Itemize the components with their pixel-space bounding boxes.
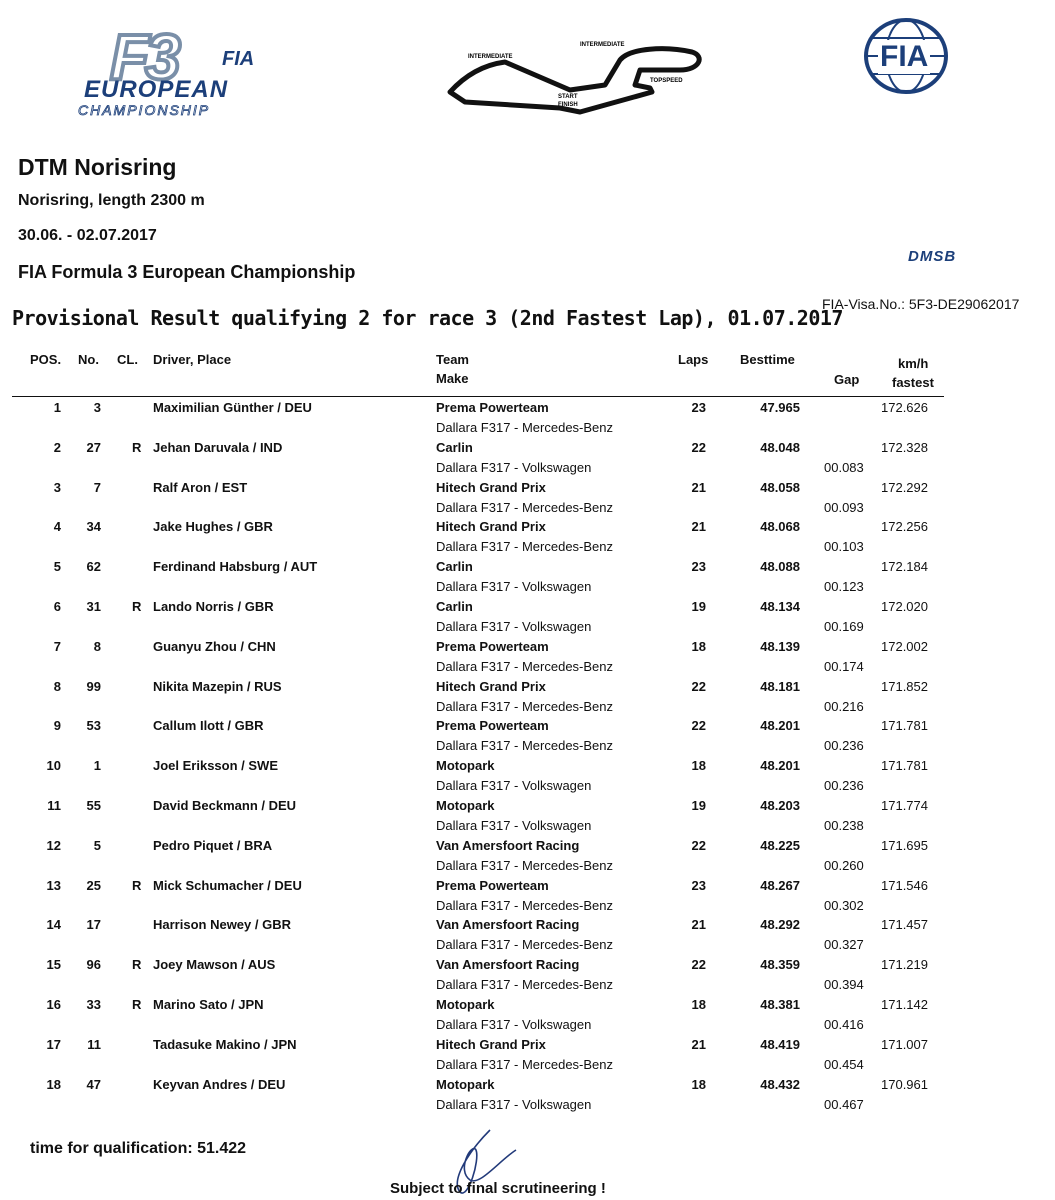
cell-driver-name: Jake Hughes / GBR [153,519,273,535]
cell-car-make: Dallara F317 - Mercedes-Benz [436,738,614,754]
cell-position: 8 [53,678,61,694]
cell-car-make: Dallara F317 - Mercedes-Benz [436,499,614,515]
cell-car-make: Dallara F317 - Volkswagen [436,778,592,794]
cell-position: 3 [53,479,61,495]
f3-european-championship-logo [72,20,272,118]
cell-laps: 18 [691,758,706,774]
cell-car-number: 11 [87,1036,101,1052]
cell-best-time: 47.965 [760,400,800,415]
cell-best-time: 48.201 [760,718,800,734]
cell-best-time: 48.292 [760,917,800,933]
cell-speed-kmh: 171.219 [881,957,928,973]
table-row [0,519,1055,559]
cell-car-number: 31 [86,599,101,614]
cell-car-number: 17 [86,917,101,933]
cell-position: 11 [47,798,61,813]
cell-gap: 00.394 [824,977,864,993]
cell-car-number: 5 [93,837,101,853]
cell-best-time: 48.203 [760,798,800,813]
cell-laps: 18 [691,638,706,654]
track-label-start: START [558,94,578,100]
cell-best-time: 48.201 [760,758,800,774]
cell-driver-name: Jehan Daruvala / IND [153,439,283,455]
header-make: Make [436,371,469,386]
cell-car-make: Dallara F317 - Volkswagen [436,619,592,634]
cell-car-number: 62 [86,559,101,575]
cell-speed-kmh: 171.695 [881,837,928,853]
cell-speed-kmh: 172.020 [881,599,928,614]
cell-gap: 00.302 [824,897,864,913]
cell-car-number: 53 [86,718,101,734]
cell-gap: 00.216 [824,698,864,714]
cell-position: 10 [46,758,61,774]
event-title: DTM Norisring [18,154,177,180]
cell-speed-kmh: 172.002 [881,638,928,654]
table-row [0,1077,1055,1117]
cell-best-time: 48.068 [760,519,800,535]
cell-car-make: Dallara F317 - Mercedes-Benz [436,937,614,953]
table-row [0,758,1055,798]
cell-gap: 00.416 [824,1017,864,1032]
track-label-topspeed: TOPSPEED [650,78,683,84]
cell-gap: 00.123 [824,579,864,595]
cell-laps: 22 [691,718,706,734]
header-besttime: Besttime [740,352,795,367]
cell-car-make: Dallara F317 - Volkswagen [436,459,592,475]
cell-speed-kmh: 171.007 [881,1036,928,1052]
cell-speed-kmh: 171.457 [881,917,928,933]
cell-team-name: Van Amersfoort Racing [436,957,580,973]
cell-speed-kmh: 172.328 [881,439,928,455]
cell-car-number: 47 [86,1076,101,1092]
cell-car-number: 27 [86,439,101,455]
cell-laps: 19 [691,599,706,614]
cell-car-make: Dallara F317 - Mercedes-Benz [436,897,614,913]
session-title: Provisional Result qualifying 2 for race 3 (2nd Fastest Lap), 01.07.2017 [12,306,843,330]
cell-gap: 00.093 [824,499,864,515]
cell-car-number: 33 [86,997,101,1012]
cell-car-number: 7 [93,479,101,495]
header-team: Team [436,352,469,367]
table-row [0,639,1055,679]
table-row [0,440,1055,480]
cell-car-number: 55 [86,798,101,813]
cell-position: 4 [53,519,61,535]
cell-gap: 00.169 [824,619,864,634]
cell-team-name: Carlin [436,599,473,614]
track-label-finish: FINISH [558,102,578,108]
f3-logo-fia: FIA [222,48,255,70]
cell-gap: 00.260 [824,857,864,873]
cell-car-number: 99 [86,678,101,694]
cell-position: 6 [53,599,61,614]
cell-position: 17 [46,1036,61,1052]
cell-best-time: 48.181 [760,678,800,694]
cell-gap: 00.327 [824,937,864,953]
table-row [0,838,1055,878]
cell-laps: 22 [691,957,706,973]
cell-laps: 22 [691,678,706,694]
fia-visa-number: FIA-Visa.No.: 5F3-DE29062017 [822,296,1020,312]
cell-driver-name: Callum Ilott / GBR [153,718,264,734]
header-divider [12,396,944,397]
cell-team-name: Motopark [436,1076,495,1092]
cell-team-name: Hitech Grand Prix [436,678,546,694]
track-label-intermediate-2: INTERMEDIATE [580,42,625,48]
cell-team-name: Prema Powerteam [436,638,549,654]
cell-car-number: 34 [86,519,101,535]
table-row [0,997,1055,1037]
table-row [0,917,1055,957]
cell-best-time: 48.267 [760,877,800,893]
cell-speed-kmh: 172.184 [881,559,928,575]
cell-best-time: 48.058 [760,479,800,495]
cell-position: 15 [46,957,61,973]
cell-speed-kmh: 171.774 [881,798,928,813]
cell-team-name: Van Amersfoort Racing [436,917,580,933]
table-row [0,400,1055,440]
cell-gap: 00.236 [824,738,864,754]
cell-car-make: Dallara F317 - Volkswagen [436,818,592,833]
cell-laps: 18 [691,1076,706,1092]
cell-team-name: Prema Powerteam [436,718,549,734]
header-fastest: fastest [892,375,934,390]
cell-driver-name: Mick Schumacher / DEU [153,877,302,893]
cell-team-name: Prema Powerteam [436,400,549,415]
cell-team-name: Motopark [436,997,495,1012]
cell-best-time: 48.139 [760,638,800,654]
cell-car-number: 1 [93,758,101,774]
cell-speed-kmh: 171.781 [881,718,928,734]
cell-driver-name: David Beckmann / DEU [153,798,297,813]
cell-class: R [132,877,142,893]
cell-speed-kmh: 172.626 [881,400,928,415]
cell-laps: 19 [691,798,706,813]
cell-car-make: Dallara F317 - Mercedes-Benz [436,420,614,435]
table-row [0,798,1055,838]
cell-speed-kmh: 172.292 [881,479,928,495]
cell-laps: 23 [691,559,706,575]
time-for-qualification: time for qualification: 51.422 [30,1140,247,1157]
f3-logo-mark: F3 [110,21,177,93]
cell-laps: 21 [691,917,706,933]
cell-driver-name: Ferdinand Habsburg / AUT [153,559,318,575]
scrutineering-note: Subject to final scrutineering ! [390,1180,606,1197]
cell-driver-name: Joey Mawson / AUS [153,957,276,973]
cell-speed-kmh: 171.546 [881,877,928,893]
header-driver: Driver, Place [153,352,232,367]
header-laps: Laps [678,352,709,367]
cell-laps: 21 [691,1036,706,1052]
cell-driver-name: Tadasuke Makino / JPN [153,1036,297,1052]
cell-best-time: 48.088 [760,559,800,575]
cell-position: 9 [53,718,61,734]
fia-logo [862,16,950,96]
cell-car-make: Dallara F317 - Mercedes-Benz [436,658,614,674]
cell-car-make: Dallara F317 - Mercedes-Benz [436,977,614,993]
cell-speed-kmh: 171.852 [881,678,928,694]
championship-name: FIA Formula 3 European Championship [18,262,356,282]
table-row [0,878,1055,918]
cell-speed-kmh: 171.142 [881,997,928,1012]
cell-position: 12 [46,837,61,853]
cell-best-time: 48.359 [760,957,800,973]
dmsb-logo: DMSB [908,248,957,265]
cell-class: R [132,599,142,614]
cell-car-make: Dallara F317 - Volkswagen [436,1017,592,1032]
cell-laps: 18 [691,997,706,1012]
cell-laps: 22 [691,439,706,455]
fia-logo-text: FIA [880,40,929,73]
header-cl: CL. [117,352,138,367]
cell-laps: 23 [691,877,706,893]
cell-car-make: Dallara F317 - Volkswagen [436,579,592,595]
cell-driver-name: Maximilian Günther / DEU [153,400,312,415]
f3-logo-championship: CHAMPIONSHIP [78,102,211,118]
header-pos: POS. [30,352,62,367]
cell-car-make: Dallara F317 - Mercedes-Benz [436,539,614,555]
cell-class: R [132,957,142,973]
cell-best-time: 48.134 [760,599,800,614]
cell-gap: 00.238 [824,818,864,833]
cell-car-make: Dallara F317 - Mercedes-Benz [436,1056,614,1072]
table-row [0,1037,1055,1077]
cell-position: 18 [46,1076,61,1092]
header-kmh: km/h [898,356,929,371]
cell-team-name: Motopark [436,758,495,774]
track-label-intermediate-1: INTERMEDIATE [468,54,513,60]
cell-driver-name: Marino Sato / JPN [153,997,264,1012]
cell-team-name: Hitech Grand Prix [436,519,546,535]
cell-driver-name: Keyvan Andres / DEU [153,1076,286,1092]
f3-logo-european: EUROPEAN [84,76,229,103]
circuit-info: Norisring, length 2300 m [18,192,205,209]
table-row [0,599,1055,639]
cell-position: 13 [46,877,61,893]
cell-best-time: 48.225 [760,837,800,853]
cell-driver-name: Joel Eriksson / SWE [153,758,278,774]
header-no: No. [78,352,99,367]
cell-team-name: Van Amersfoort Racing [436,837,580,853]
cell-driver-name: Nikita Mazepin / RUS [153,678,282,694]
cell-gap: 00.454 [824,1056,864,1072]
cell-driver-name: Harrison Newey / GBR [153,917,291,933]
cell-speed-kmh: 170.961 [881,1076,928,1092]
cell-position: 14 [46,917,61,933]
table-row [0,679,1055,719]
cell-gap: 00.103 [824,539,864,555]
cell-gap: 00.236 [824,778,864,794]
cell-driver-name: Pedro Piquet / BRA [153,837,273,853]
header-gap: Gap [834,372,860,387]
cell-position: 7 [53,638,61,654]
cell-car-make: Dallara F317 - Mercedes-Benz [436,857,614,873]
cell-car-number: 3 [93,400,101,415]
cell-speed-kmh: 172.256 [881,519,928,535]
cell-gap: 00.083 [824,459,864,475]
cell-laps: 23 [691,400,706,415]
table-row [0,957,1055,997]
cell-position: 16 [46,997,61,1012]
table-row [0,559,1055,599]
event-dates: 30.06. - 02.07.2017 [18,227,157,244]
cell-best-time: 48.381 [760,997,800,1012]
cell-laps: 22 [691,837,706,853]
cell-best-time: 48.419 [760,1036,800,1052]
table-row [0,718,1055,758]
cell-team-name: Motopark [436,798,495,813]
cell-speed-kmh: 171.781 [881,758,928,774]
table-row [0,480,1055,520]
cell-best-time: 48.048 [760,439,800,455]
cell-team-name: Carlin [436,439,473,455]
cell-driver-name: Lando Norris / GBR [153,599,274,614]
cell-best-time: 48.432 [760,1076,800,1092]
cell-car-number: 25 [86,877,101,893]
cell-driver-name: Ralf Aron / EST [153,479,248,495]
cell-class: R [132,439,142,455]
cell-position: 2 [53,439,61,455]
cell-gap: 00.174 [824,658,864,674]
cell-laps: 21 [691,519,706,535]
cell-car-number: 96 [86,957,101,973]
cell-team-name: Carlin [436,559,473,575]
track-map [430,30,710,130]
cell-team-name: Hitech Grand Prix [436,479,546,495]
cell-car-number: 8 [93,638,101,654]
cell-team-name: Hitech Grand Prix [436,1036,546,1052]
cell-laps: 21 [691,479,706,495]
cell-car-make: Dallara F317 - Volkswagen [436,1096,592,1112]
cell-gap: 00.467 [824,1096,864,1112]
cell-driver-name: Guanyu Zhou / CHN [153,638,276,654]
cell-position: 1 [53,400,61,415]
cell-car-make: Dallara F317 - Mercedes-Benz [436,698,614,714]
cell-class: R [132,997,142,1012]
cell-team-name: Prema Powerteam [436,877,549,893]
cell-position: 5 [53,559,61,575]
